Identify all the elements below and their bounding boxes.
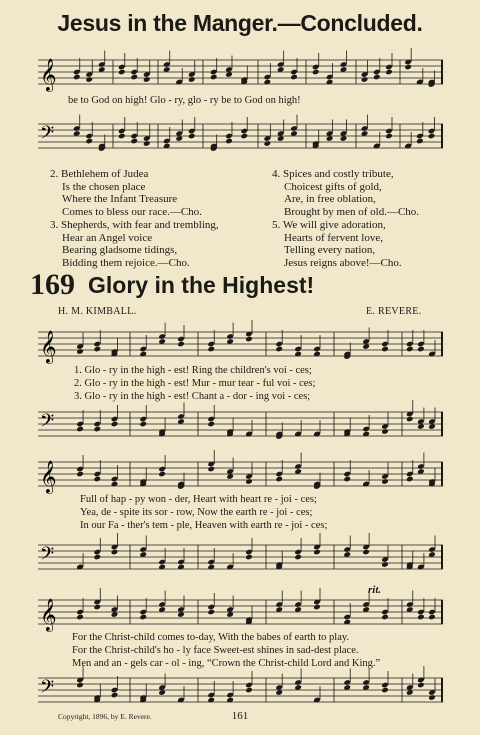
system2-treble-staff xyxy=(38,460,443,493)
system2-verse3: In our Fa - ther's tem - ple, Heaven with earth re - joi - ces; xyxy=(80,520,328,531)
hymn-number: 169 xyxy=(30,268,75,301)
system1-bass-notes xyxy=(76,400,442,440)
notehead xyxy=(428,614,436,621)
notehead xyxy=(294,554,302,561)
notehead xyxy=(73,74,81,81)
notehead xyxy=(361,76,369,83)
notehead xyxy=(130,74,138,81)
notehead xyxy=(207,609,215,616)
notehead xyxy=(207,421,215,428)
top-treble-staff xyxy=(38,58,443,91)
system2-treble-notes xyxy=(76,450,442,490)
notehead xyxy=(143,76,151,83)
notehead xyxy=(76,426,84,433)
notehead xyxy=(130,138,138,145)
system1-verse3: 3. Glo - ry in the high - est! Chant a - dor - ing voi - ces; xyxy=(74,391,311,402)
verse-4: 4. Spices and costly tribute, Choicest gifts of gold, Are, in free oblation, Brought by men of old.—Cho. xyxy=(272,168,420,218)
notehead xyxy=(118,133,126,140)
notehead xyxy=(76,682,84,689)
notehead xyxy=(381,478,389,485)
system2-verse2: Yea, de - spite its sor - row, Now the earth re - joi - ces; xyxy=(80,507,313,518)
notehead xyxy=(373,74,381,81)
svg-text:𝄞: 𝄞 xyxy=(40,58,57,91)
notehead xyxy=(381,687,389,694)
notehead xyxy=(417,346,425,353)
notehead xyxy=(381,561,389,568)
hymn-composer: E. REVERE. xyxy=(366,306,422,317)
page-title: Jesus in the Manger.—Concluded. xyxy=(57,10,423,36)
svg-text:𝄞: 𝄞 xyxy=(40,460,57,493)
rit-marking: rit. xyxy=(368,584,382,596)
svg-text:𝄞: 𝄞 xyxy=(40,330,57,363)
svg-text:𝄞: 𝄞 xyxy=(40,598,57,631)
system2-bass-notes xyxy=(76,533,442,570)
notehead xyxy=(313,604,321,611)
system3-bass-notes xyxy=(76,666,442,703)
hymn-author: H. M. KIMBALL. xyxy=(58,306,137,317)
system3-bass-staff xyxy=(38,676,443,706)
notehead xyxy=(207,346,215,353)
notehead xyxy=(416,138,424,145)
notehead xyxy=(188,76,196,83)
verse-3: 3. Shepherds, with fear and trembling, Hear an Angel voice Bearing gladsome tidings, Bidding them rejoice.—Cho. xyxy=(50,219,219,269)
notehead xyxy=(381,428,389,435)
notehead xyxy=(245,687,253,694)
notehead xyxy=(139,421,147,428)
verse-2: 2. Bethlehem of Judea Is the chosen place Where the Infant Treasure Comes to bless our race.—Cho. xyxy=(50,168,202,218)
notehead xyxy=(93,426,101,433)
notehead xyxy=(177,341,185,348)
notehead xyxy=(85,138,93,145)
notehead xyxy=(188,133,196,140)
notehead xyxy=(111,421,119,428)
notehead xyxy=(417,614,425,621)
system1-verse1: 1. Glo - ry in the high - est! Ring the children's voi - ces; xyxy=(74,365,312,376)
top-bass-staff xyxy=(38,122,443,152)
notehead xyxy=(385,133,393,140)
system1-treble-staff xyxy=(38,330,443,363)
notehead xyxy=(245,336,253,343)
notehead xyxy=(406,416,414,423)
notehead xyxy=(275,346,283,353)
notehead xyxy=(93,554,101,561)
notehead xyxy=(417,682,425,689)
notehead xyxy=(76,614,84,621)
system3-treble-notes xyxy=(76,588,442,625)
system3-verse2: For the Christ-child's ho - ly face Sweet-est shines in sad-dest place. xyxy=(72,645,359,656)
notehead xyxy=(362,549,370,556)
top-lyrics: be to God on high! Glo - ry, glo - ry be to God on high! xyxy=(68,95,301,106)
svg-text:𝄢: 𝄢 xyxy=(40,123,55,148)
verse-5: 5. We will give adoration, Hearts of fervent love, Telling every nation, Jesus reigns above!—Cho. xyxy=(272,219,402,269)
notehead xyxy=(240,133,248,140)
notehead xyxy=(343,476,351,483)
svg-text:𝄢: 𝄢 xyxy=(40,544,55,569)
page-number: 161 xyxy=(231,710,249,722)
notehead xyxy=(158,471,166,478)
notehead xyxy=(290,74,298,81)
notehead xyxy=(428,133,436,140)
notehead xyxy=(93,604,101,611)
notehead xyxy=(225,138,233,145)
notehead xyxy=(93,476,101,483)
notehead xyxy=(381,346,389,353)
notehead xyxy=(428,694,436,701)
notehead xyxy=(143,140,151,147)
notehead xyxy=(85,76,93,83)
notehead xyxy=(111,692,119,699)
system2-verse1: Full of hap - py won - der, Heart with heart re - joi - ces; xyxy=(80,494,317,505)
notehead xyxy=(93,346,101,353)
system1-bass-staff xyxy=(38,410,443,440)
notehead xyxy=(312,69,320,76)
notehead xyxy=(207,466,215,473)
system1-treble-notes xyxy=(76,320,442,360)
top-bass-notes xyxy=(73,115,442,152)
notehead xyxy=(404,64,412,71)
svg-text:𝄢: 𝄢 xyxy=(40,411,55,436)
svg-text:𝄢: 𝄢 xyxy=(40,677,55,702)
copyright-notice: Copyright, 1896, by E. Revere. xyxy=(58,712,152,721)
notehead xyxy=(76,348,84,355)
hymn-title: Glory in the Highest! xyxy=(88,272,315,298)
system3-verse3: Men and an - gels car - ol - ing, “Crown the Christ-child Lord and King.” xyxy=(72,658,381,669)
notehead xyxy=(245,554,253,561)
notehead xyxy=(385,69,393,76)
notehead xyxy=(245,478,253,485)
notehead xyxy=(118,69,126,76)
system2-bass-staff xyxy=(38,543,443,573)
system3-treble-staff xyxy=(38,598,443,631)
system3-verse1: For the Christ-child comes to-day, With the babes of earth to play. xyxy=(72,632,350,643)
notehead xyxy=(275,476,283,483)
top-treble-notes xyxy=(73,48,442,88)
notehead xyxy=(111,549,119,556)
notehead xyxy=(264,140,272,147)
notehead xyxy=(406,476,414,483)
notehead xyxy=(139,614,147,621)
notehead xyxy=(210,74,218,81)
notehead xyxy=(406,346,414,353)
notehead xyxy=(76,471,84,478)
notehead xyxy=(381,614,389,621)
system1-verse2: 2. Glo - ry in the high - est! Mur - mur tear - ful voi - ces; xyxy=(74,378,316,389)
notehead xyxy=(313,549,321,556)
